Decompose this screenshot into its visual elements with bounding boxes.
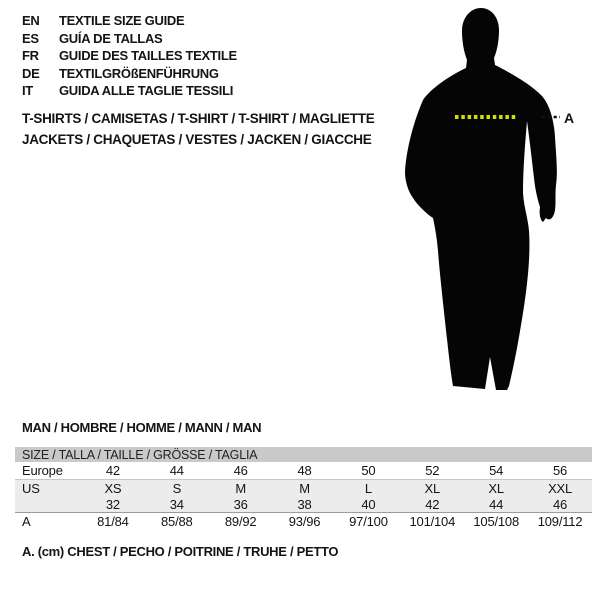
size-value-cell: 101/104: [409, 513, 456, 529]
size-value-cell: 34: [169, 496, 184, 512]
language-label: TEXTILE SIZE GUIDE: [59, 13, 185, 28]
size-value-cell: XL: [488, 480, 504, 496]
size-value-cell: M: [235, 480, 246, 496]
category-line-jackets: JACKETS / CHAQUETAS / VESTES / JACKEN / GIACCHE: [22, 132, 372, 147]
language-label: TEXTILGRÖßENFÜHRUNG: [59, 65, 219, 81]
size-table-body: [15, 462, 592, 529]
size-value-cell: L: [364, 480, 372, 496]
size-table-header-label: SIZE / TALLA / TAILLE / GRÖSSE / TAGLIA: [22, 447, 258, 462]
category-line-tshirts: T-SHIRTS / CAMISETAS / T-SHIRT / T-SHIRT / MAGLIETTE: [22, 111, 375, 126]
size-value-cell: XL: [424, 480, 441, 496]
language-code: DE: [22, 65, 40, 81]
size-value-cell: 38: [297, 496, 312, 512]
size-value-cell: 81/84: [97, 513, 129, 529]
size-value-cell: 46: [553, 496, 568, 512]
size-value-cell: 52: [425, 463, 440, 478]
size-table-row-a: [15, 513, 592, 529]
language-row-es: [22, 30, 237, 48]
man-silhouette-figure: [403, 5, 578, 395]
row-label: Europe: [22, 463, 63, 478]
language-code: IT: [22, 83, 33, 99]
size-value-cell: 48: [297, 463, 312, 478]
size-value-cell: 42: [105, 463, 120, 478]
size-table-row-europe: [15, 462, 592, 480]
size-value-cell: 44: [489, 496, 504, 512]
man-silhouette: [405, 8, 557, 390]
size-value-cell: 93/96: [288, 513, 321, 529]
size-value-cell: 109/112: [537, 513, 583, 529]
row-label: A: [22, 513, 31, 529]
size-value-cell: M: [299, 480, 310, 496]
size-value-cell: 40: [361, 496, 376, 512]
size-value-cell: S: [172, 480, 182, 496]
size-table-row-blank: [15, 496, 592, 513]
language-row-de: [22, 65, 237, 83]
size-value-cell: 46: [233, 463, 248, 478]
size-value-cell: 36: [233, 496, 248, 512]
language-label: GUIDA ALLE TAGLIE TESSILI: [59, 83, 234, 99]
language-label: GUÍA DE TALLAS: [59, 30, 163, 46]
size-table-row-us: [15, 480, 592, 496]
language-code: EN: [22, 13, 40, 28]
size-value-cell: 44: [169, 463, 184, 478]
language-row-it: [22, 82, 237, 100]
language-code: ES: [22, 30, 39, 46]
language-row-fr: [22, 47, 237, 65]
language-row-en: [22, 12, 237, 30]
size-value-cell: 32: [105, 496, 120, 512]
language-code: FR: [22, 48, 39, 64]
size-table: [15, 447, 592, 529]
size-value-cell: 85/88: [161, 513, 193, 529]
size-value-cell: 105/108: [473, 513, 519, 529]
size-value-cell: 54: [489, 463, 504, 478]
size-value-cell: 42: [425, 496, 440, 512]
language-label: GUIDE DES TAILLES TEXTILE: [59, 48, 237, 64]
size-value-cell: 50: [361, 463, 376, 478]
size-value-cell: 97/100: [349, 513, 388, 529]
size-value-cell: XS: [104, 480, 122, 496]
size-value-cell: 56: [553, 463, 568, 478]
category-lines: [22, 108, 374, 150]
measure-label-a: A: [564, 110, 575, 126]
language-list: [22, 12, 237, 100]
size-value-cell: 89/92: [224, 513, 257, 529]
size-value-cell: XXL: [548, 480, 573, 496]
size-table-header: [15, 447, 592, 462]
measurement-footnote: A. (cm) CHEST / PECHO / POITRINE / TRUHE / PETTO: [22, 544, 339, 559]
section-title-man: MAN / HOMBRE / HOMME / MANN / MAN: [22, 420, 262, 435]
row-label: US: [22, 480, 40, 496]
